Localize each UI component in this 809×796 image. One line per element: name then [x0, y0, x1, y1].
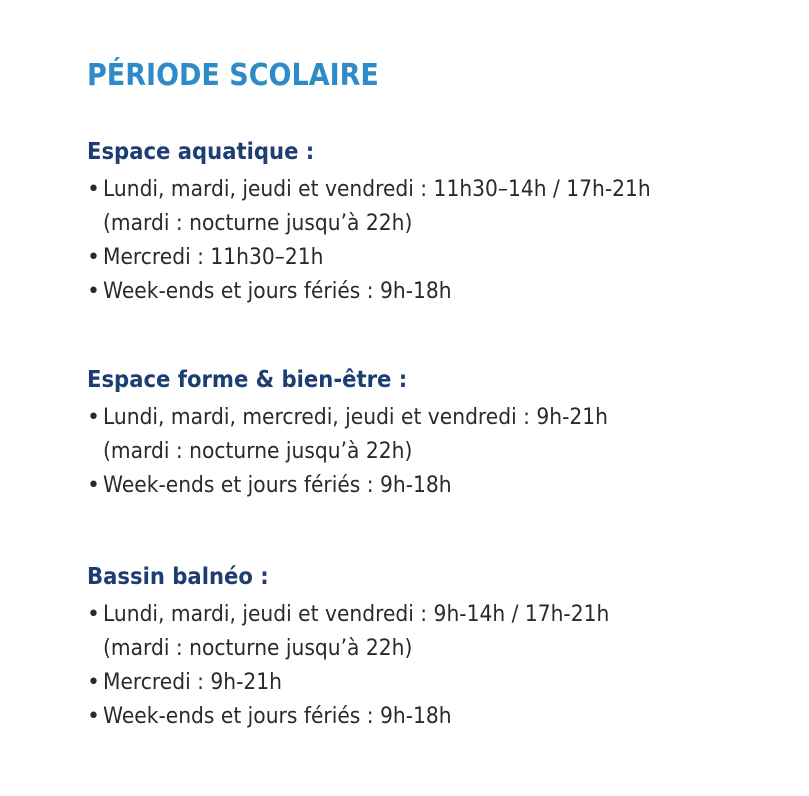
schedule-page	[87, 54, 787, 729]
bullet-icon: •	[87, 405, 100, 430]
section-title: Espace aquatique :	[87, 139, 315, 165]
bullet-icon: •	[87, 245, 100, 270]
list-item	[87, 700, 787, 734]
list-item	[87, 401, 787, 469]
section-title: Bassin balnéo :	[87, 564, 269, 590]
hours-text: Lundi, mardi, jeudi et vendredi : 9h-14h / 17h-21h	[103, 602, 610, 627]
hours-text: Lundi, mardi, jeudi et vendredi : 11h30–14h / 17h-21h	[103, 177, 651, 202]
list-item	[87, 469, 787, 503]
list-item	[87, 598, 787, 666]
hours-text: Week-ends et jours fériés : 9h-18h	[103, 279, 452, 304]
hours-text: Mercredi : 11h30–21h	[103, 245, 324, 270]
hours-note: (mardi : nocturne jusqu’à 22h)	[103, 439, 413, 464]
bullet-icon: •	[87, 473, 100, 498]
hours-list	[87, 401, 787, 503]
hours-list	[87, 598, 787, 734]
hours-note: (mardi : nocturne jusqu’à 22h)	[103, 211, 413, 236]
list-item	[87, 173, 787, 241]
hours-text: Week-ends et jours fériés : 9h-18h	[103, 704, 452, 729]
section-title: Espace forme & bien-être :	[87, 367, 408, 393]
page-title: PÉRIODE SCOLAIRE	[87, 58, 379, 93]
list-item	[87, 275, 787, 309]
hours-text: Week-ends et jours fériés : 9h-18h	[103, 473, 452, 498]
bullet-icon: •	[87, 279, 100, 304]
hours-note: (mardi : nocturne jusqu’à 22h)	[103, 636, 413, 661]
list-item	[87, 666, 787, 700]
bullet-icon: •	[87, 602, 100, 627]
bullet-icon: •	[87, 177, 100, 202]
hours-list	[87, 173, 787, 309]
bullet-icon: •	[87, 670, 100, 695]
hours-text: Lundi, mardi, mercredi, jeudi et vendredi : 9h-21h	[103, 405, 608, 430]
section-bassin-balneo	[87, 562, 787, 734]
list-item	[87, 241, 787, 275]
bullet-icon: •	[87, 704, 100, 729]
section-espace-forme	[87, 365, 787, 503]
hours-text: Mercredi : 9h-21h	[103, 670, 282, 695]
section-espace-aquatique	[87, 137, 787, 309]
